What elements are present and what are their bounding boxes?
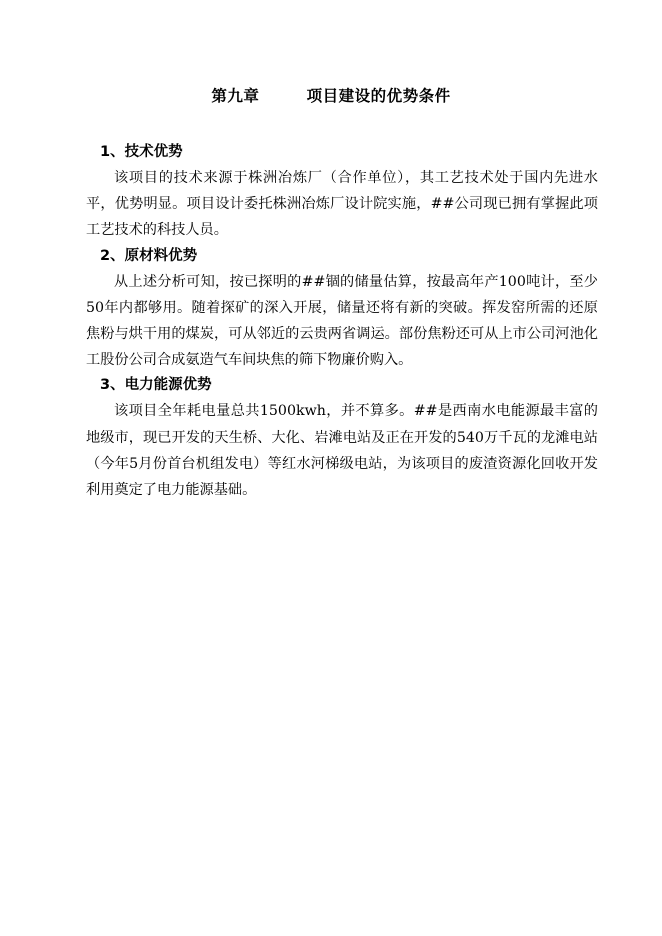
document-body [86,140,598,503]
section-paragraph: 从上述分析可知，按已探明的##锢的储量估算，按最高年产100吨计，至少50年内都够用。随着探矿的深入开展，储量还将有新的突破。挥发窑所需的还原焦粉与烘干用的煤炭，可从邻近的云贵两省调运。部份焦粉还可从上市公司河池化工股份公司合成氨造气车间块焦的筛下物廉价购入。 [86,273,598,369]
section-technology [86,140,598,244]
section-heading: 3、电力能源优势 [100,377,212,394]
section-heading: 2、原材料优势 [100,247,198,264]
section-heading: 1、技术优势 [100,144,183,160]
section-raw-materials [86,244,598,374]
chapter-title: 第九章 项目建设的优势条件 [211,87,451,105]
section-power-energy [86,373,598,503]
section-paragraph: 该项目的技术来源于株洲冶炼厂（合作单位），其工艺技术处于国内先进水平，优势明显。项目设计委托株洲冶炼厂设计院实施，##公司现已拥有掌握此项工艺技术的科技人员。 [86,170,598,239]
section-paragraph: 该项目全年耗电量总共1500kwh，并不算多。##是西南水电能源最丰富的地级市，现已开发的天生桥、大化、岩滩电站及正在开发的540万千瓦的龙滩电站（今年5月份首台机组发电）等红水河梯级电站，为该项目的废渣资源化回收开发利用奠定了电力能源基础。 [86,403,598,499]
